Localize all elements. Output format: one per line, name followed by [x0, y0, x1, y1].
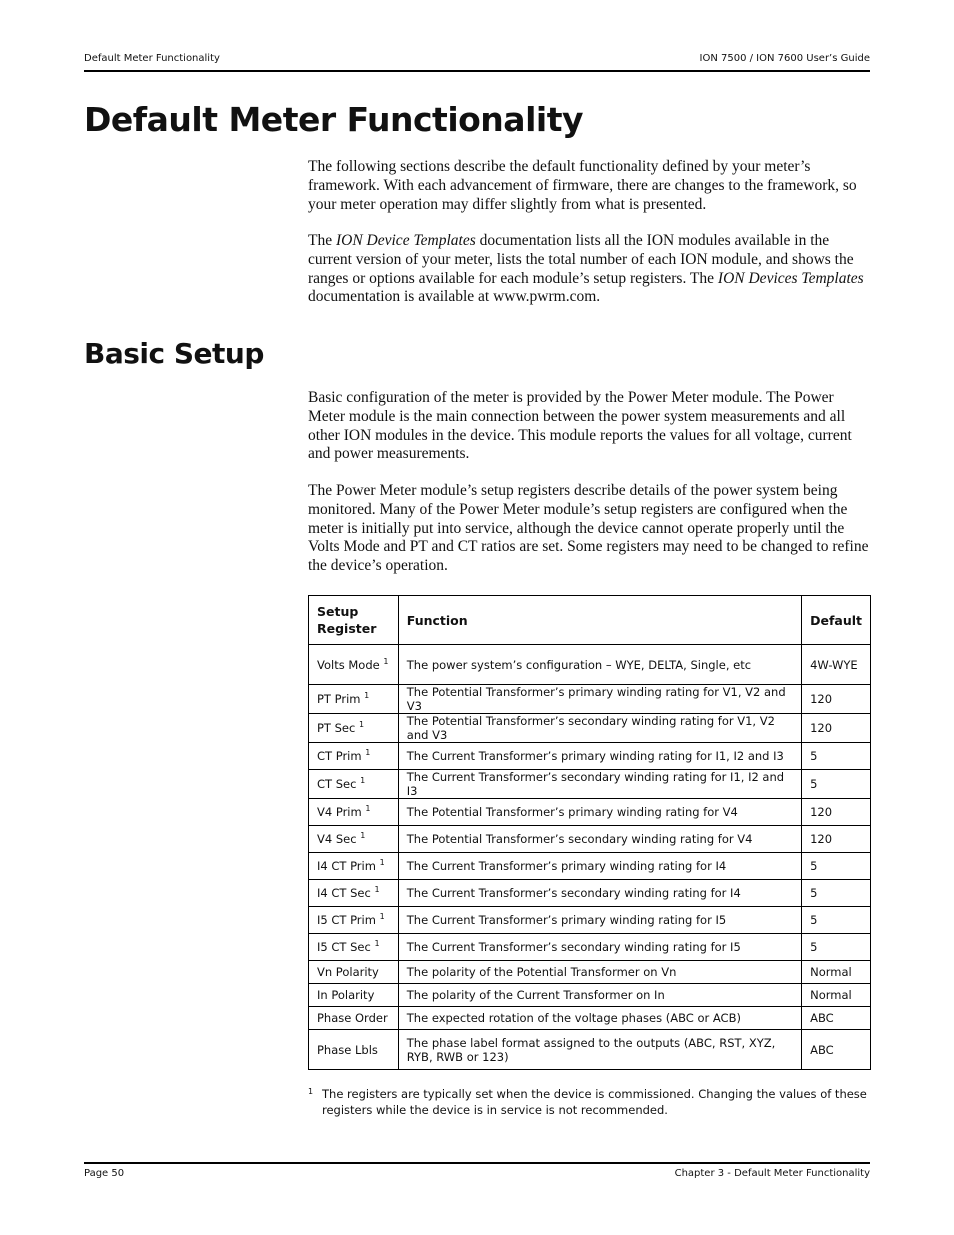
table-row: [309, 1030, 871, 1070]
cell-register: [309, 743, 399, 770]
cell-function: The Current Transformer’s primary winding rating for I4: [398, 853, 801, 880]
register-name: Volts Mode: [317, 657, 380, 672]
cell-default: 120: [802, 826, 871, 853]
cell-function: The Potential Transformer’s secondary winding rating for V1, V2 and V3: [398, 714, 801, 743]
table-header-row: [309, 596, 871, 645]
footnote-ref: 1: [374, 939, 380, 948]
register-name: CT Sec: [317, 777, 357, 791]
cell-function: The Potential Transformer’s primary winding rating for V4: [398, 799, 801, 826]
page-title: Default Meter Functionality: [84, 100, 583, 139]
cell-register: [309, 1030, 399, 1070]
footer-chapter: Chapter 3 - Default Meter Functionality: [674, 1168, 870, 1179]
footnote-ref: 1: [383, 656, 389, 666]
footnote-ref: 1: [364, 691, 370, 700]
table-row: [309, 770, 871, 799]
cell-function: The Potential Transformer’s primary winding rating for V1, V2 and V3: [398, 685, 801, 714]
table-row: [309, 880, 871, 907]
header-default: Default: [802, 596, 871, 645]
cell-function: The Current Transformer’s secondary winding rating for I5: [398, 934, 801, 961]
cell-register: [309, 826, 399, 853]
header-register-line2: Register: [317, 621, 377, 636]
cell-register: [309, 880, 399, 907]
section-paragraph-1: Basic configuration of the meter is provided by the Power Meter module. The Power Meter module is the main connection between the power system measurements and all other ION modules in the device. This module reports the values for all voltage, current and power measurements.: [308, 389, 852, 463]
register-name: Phase Order: [317, 1011, 388, 1025]
table-body: [309, 645, 871, 1070]
table-row: [309, 714, 871, 743]
cell-register: [309, 770, 399, 799]
cell-default: 4W-WYE: [802, 645, 871, 685]
intro-paragraph-2: [308, 232, 870, 307]
register-name: PT Sec: [317, 721, 356, 735]
table-row: [309, 853, 871, 880]
cell-register: [309, 1007, 399, 1030]
cell-function: The polarity of the Potential Transformer on Vn: [398, 961, 801, 984]
cell-register: [309, 853, 399, 880]
cell-register: [309, 934, 399, 961]
cell-function: The Current Transformer’s secondary winding rating for I4: [398, 880, 801, 907]
table-row: [309, 984, 871, 1007]
cell-default: 5: [802, 934, 871, 961]
cell-default: 5: [802, 743, 871, 770]
cell-function: The Potential Transformer’s secondary winding rating for V4: [398, 826, 801, 853]
footnote-ref: 1: [358, 720, 365, 729]
footnote-ref: 1: [374, 885, 380, 894]
intro-paragraph-1: The following sections describe the default functionality defined by your meter’s framework. With each advancement of firmware, there are changes to the framework, so your meter operation may differ slightly from what is presented.: [308, 158, 857, 213]
cell-function: The power system’s configuration – WYE, DELTA, Single, etc: [398, 645, 801, 685]
footnote-ref: 1: [360, 831, 366, 840]
cell-register: [309, 961, 399, 984]
cell-default: 120: [802, 799, 871, 826]
cell-default: 5: [802, 770, 871, 799]
cell-default: 5: [802, 907, 871, 934]
footnote-ref: 1: [379, 912, 385, 921]
table-row: [309, 961, 871, 984]
cell-default: ABC: [802, 1007, 871, 1030]
setup-register-table: [308, 595, 871, 1070]
table-row: [309, 685, 871, 714]
doc-title-italic: ION Device Templates: [335, 232, 476, 249]
footnote-text: The registers are typically set when the device is commissioned. Changing the values of these registers while the device is in service is not recommended.: [322, 1087, 867, 1117]
intro-text: documentation lists all the ION modules available in the current version of your meter, lists the total number of each ION module, and shows the ranges or options available for each module’s setup registers. The: [308, 232, 854, 287]
footnote-ref: 1: [365, 748, 371, 757]
cell-default: 120: [802, 685, 871, 714]
running-header: [84, 53, 870, 67]
header-guide-title: ION 7500 / ION 7600 User’s Guide: [699, 53, 870, 64]
register-name: CT Prim: [317, 749, 362, 763]
cell-default: 120: [802, 714, 871, 743]
register-name: In Polarity: [317, 988, 375, 1002]
header-register-line1: Setup: [317, 604, 359, 619]
section-title: Basic Setup: [84, 337, 264, 370]
running-footer: [84, 1168, 870, 1182]
register-name: I5 CT Sec: [317, 940, 371, 954]
cell-register: [309, 685, 399, 714]
intro-text: documentation is available at www.pwrm.com.: [308, 288, 601, 306]
register-name: I5 CT Prim: [317, 913, 376, 927]
table-row: [309, 799, 871, 826]
footnote-ref: 1: [365, 804, 371, 813]
cell-register: [309, 645, 399, 685]
footnote-ref: 1: [360, 776, 366, 785]
cell-register: [309, 799, 399, 826]
header-register: [309, 596, 399, 645]
cell-default: 5: [802, 880, 871, 907]
footnote-ref: 1: [379, 858, 385, 867]
table-row: [309, 645, 871, 685]
cell-default: Normal: [802, 984, 871, 1007]
cell-function: The Current Transformer’s primary winding rating for I1, I2 and I3: [398, 743, 801, 770]
register-name: V4 Sec: [317, 832, 357, 846]
table-row: [309, 826, 871, 853]
register-name: PT Prim: [317, 692, 361, 706]
header-section-name: Default Meter Functionality: [84, 53, 220, 64]
cell-function: The polarity of the Current Transformer on In: [398, 984, 801, 1007]
cell-register: [309, 907, 399, 934]
footer-rule: [84, 1162, 870, 1164]
cell-function: The phase label format assigned to the outputs (ABC, RST, XYZ, RYB, RWB or 123): [398, 1030, 801, 1070]
register-name: Vn Polarity: [317, 965, 379, 979]
register-name: I4 CT Sec: [317, 886, 371, 900]
cell-default: Normal: [802, 961, 871, 984]
table-row: [309, 743, 871, 770]
register-name: I4 CT Prim: [317, 859, 376, 873]
cell-function: The Current Transformer’s primary winding rating for I5: [398, 907, 801, 934]
register-name: Phase Lbls: [317, 1042, 378, 1057]
doc-title-italic: ION Devices Templates: [717, 269, 864, 287]
cell-default: ABC: [802, 1030, 871, 1070]
header-function: Function: [398, 596, 801, 645]
register-name: V4 Prim: [317, 805, 362, 819]
cell-function: The Current Transformer’s secondary winding rating for I1, I2 and I3: [398, 770, 801, 799]
header-rule: [84, 70, 870, 72]
intro-text: The: [308, 232, 336, 249]
footnote-mark: 1: [308, 1087, 314, 1096]
section-paragraph-2: The Power Meter module’s setup registers describe details of the power system being monitored. Many of the Power Meter module’s setup registers are configured when the meter is initially put into service, although the device cannot operate properly until the Volts Mode and PT and CT ratios are set. Some registers may need to be changed to refine the device’s operation.: [308, 482, 869, 575]
cell-default: 5: [802, 853, 871, 880]
cell-register: [309, 714, 399, 743]
cell-register: [309, 984, 399, 1007]
table-row: [309, 1007, 871, 1030]
cell-function: The expected rotation of the voltage phases (ABC or ACB): [398, 1007, 801, 1030]
footnote: [308, 1086, 870, 1118]
table-row: [309, 934, 871, 961]
table-row: [309, 907, 871, 934]
page-number: Page 50: [84, 1168, 125, 1179]
